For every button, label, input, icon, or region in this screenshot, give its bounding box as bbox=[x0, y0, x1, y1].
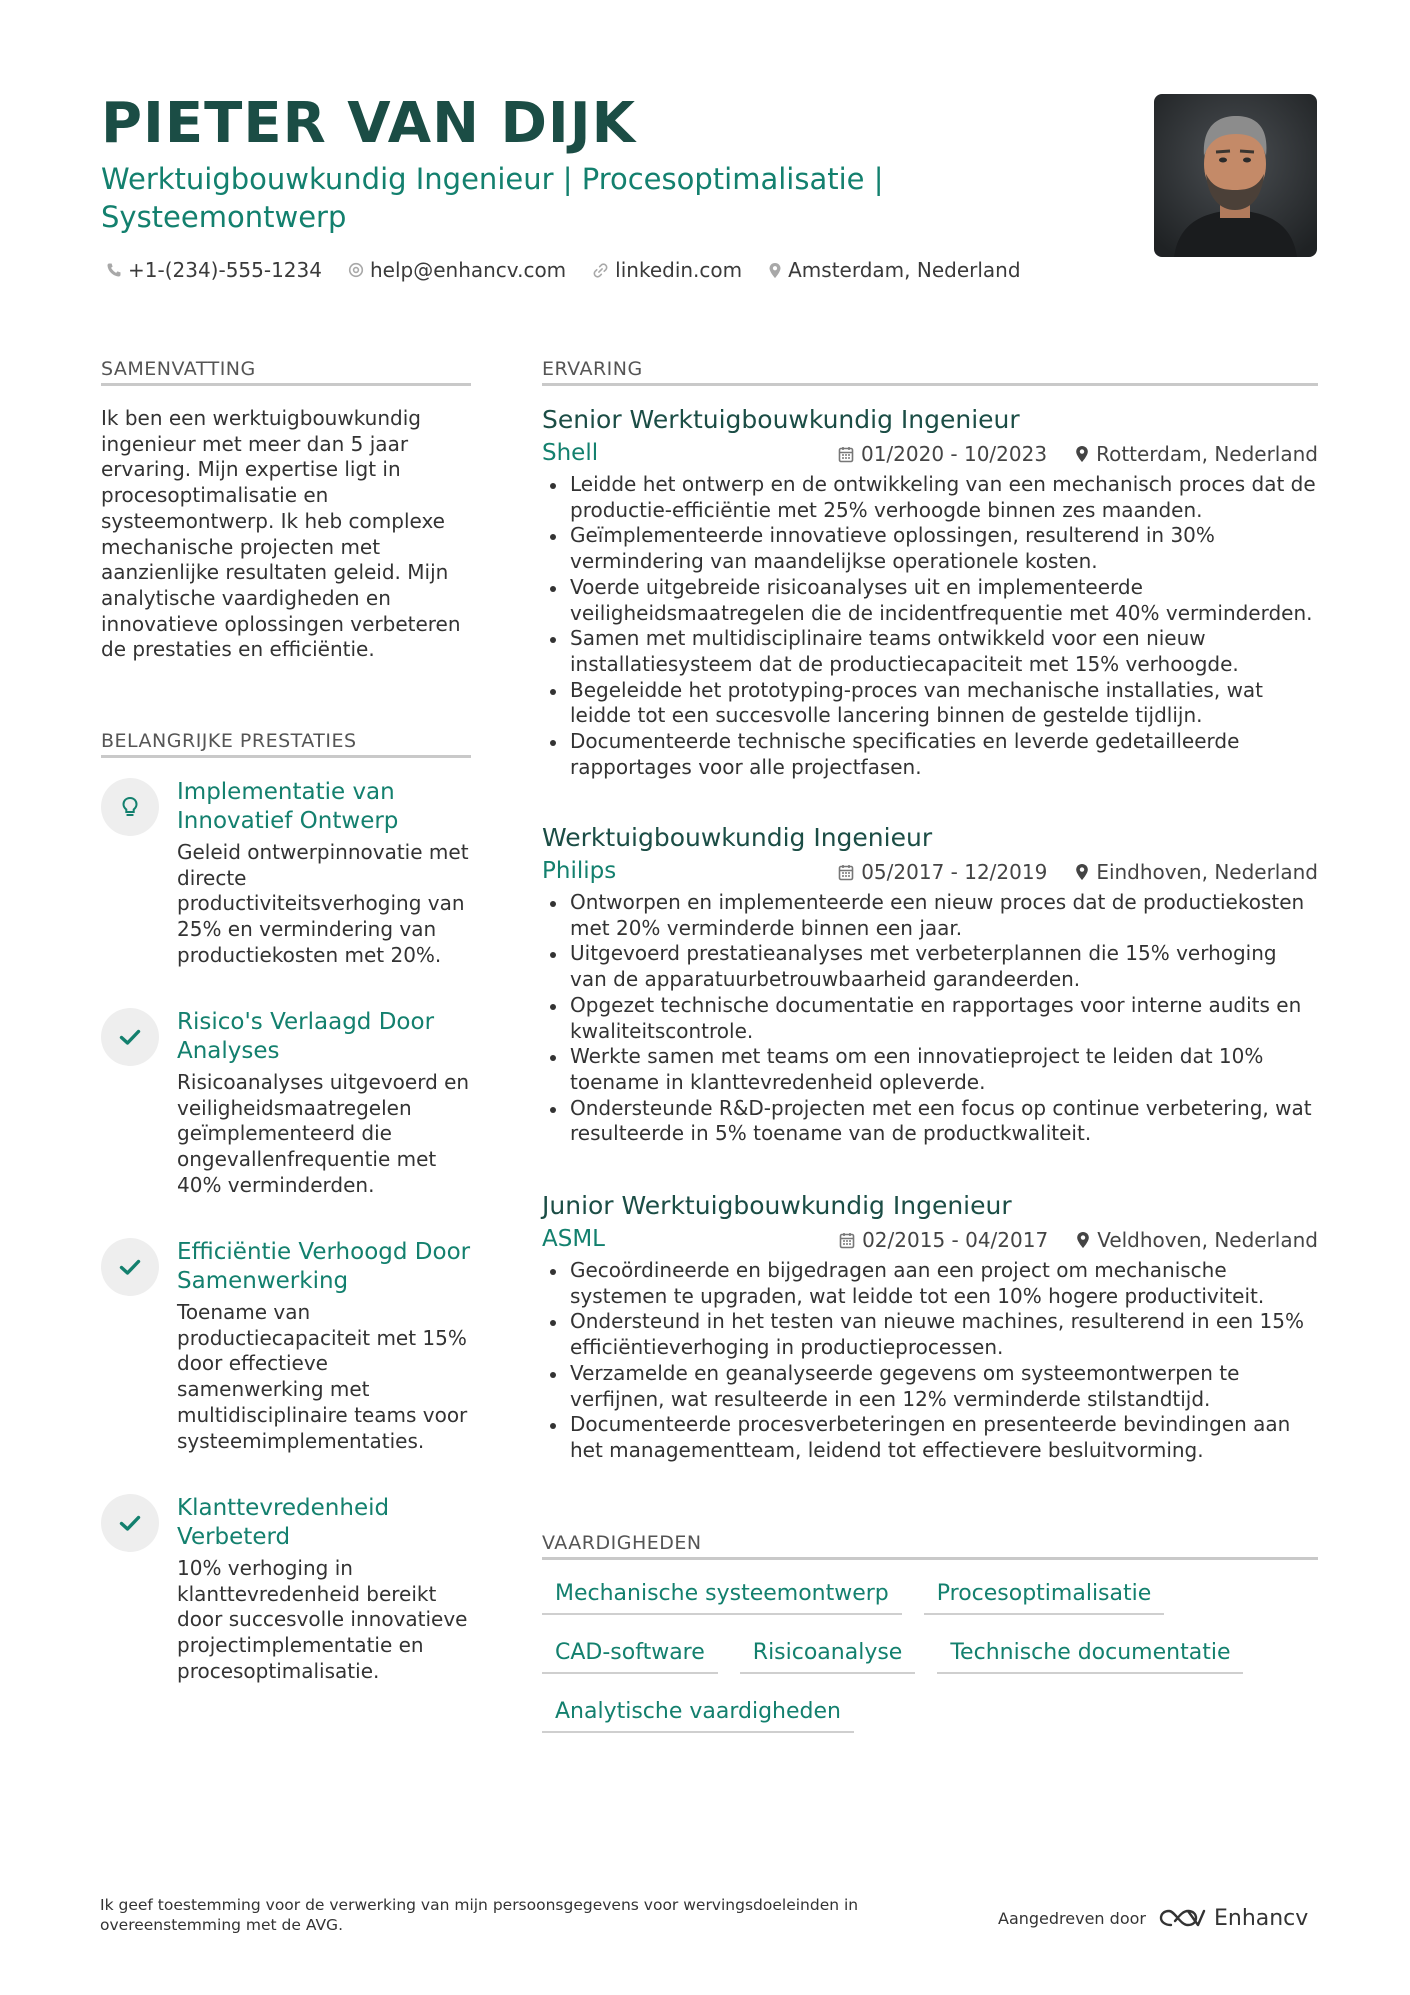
job-dates: 01/2020 - 10/2023 bbox=[860, 442, 1048, 466]
enhancv-logo-icon bbox=[1158, 1905, 1206, 1931]
skills-list bbox=[542, 1577, 1318, 1754]
profile-photo bbox=[1154, 94, 1317, 257]
achievement-desc: 10% verhoging in klanttevredenheid bereikt door succesvolle innovatieve projectimplementatie en procesoptimalisatie. bbox=[177, 1556, 468, 1683]
achievement-title: Efficiëntie Verhoogd Door Samenwerking bbox=[177, 1239, 471, 1294]
powered-by-label: Aangedreven door bbox=[998, 1908, 1146, 1928]
job-location: Eindhoven, Nederland bbox=[1096, 860, 1318, 884]
list-item: Begeleidde het prototyping-proces van mechanische installaties, wat leidde tot een succesvolle lancering binnen de gestelde tijdlijn. bbox=[542, 678, 1318, 729]
phone-text: +1-(234)-555-1234 bbox=[128, 258, 322, 282]
list-item: Geïmplementeerde innovatieve oplossingen, resulterend in 30% vermindering van maandelijkse operationele kosten. bbox=[542, 523, 1318, 574]
experience-section-title: ERVARING bbox=[542, 358, 1318, 386]
job-bullets bbox=[542, 472, 1318, 780]
contact-bar bbox=[106, 258, 1047, 282]
location-pin-icon bbox=[1075, 445, 1089, 463]
achievement-title: Klanttevredenheid Verbeterd bbox=[177, 1495, 390, 1550]
job-entry bbox=[542, 404, 1318, 780]
check-icon bbox=[119, 1258, 141, 1276]
job-title: Junior Werktuigbouwkundig Ingenieur bbox=[542, 1191, 1012, 1220]
job-title: Werktuigbouwkundig Ingenieur bbox=[542, 823, 933, 852]
candidate-name: PIETER VAN DIJK bbox=[101, 91, 636, 156]
contact-location bbox=[768, 258, 1020, 282]
job-company: ASML bbox=[542, 1226, 605, 1252]
brand-name: Enhancv bbox=[1213, 1905, 1309, 1931]
calendar-icon bbox=[838, 864, 854, 881]
list-item: Ontworpen en implementeerde een nieuw proces dat de productiekosten met 20% verminderde binnen een jaar. bbox=[542, 890, 1318, 941]
skills-section-title: VAARDIGHEDEN bbox=[542, 1532, 1318, 1560]
list-item: Documenteerde procesverbeteringen en presenteerde bevindingen aan het managementteam, leidend tot effectievere besluitvorming. bbox=[542, 1412, 1318, 1463]
list-item: Documenteerde technische specificaties en leverde gedetailleerde rapportages voor alle projectfasen. bbox=[542, 729, 1318, 780]
check-icon bbox=[119, 1514, 141, 1532]
list-item: Samen met multidisciplinaire teams ontwikkeld voor een nieuw installatiesysteem dat de productiecapaciteit met 15% verhoogde. bbox=[542, 626, 1318, 677]
contact-email[interactable] bbox=[348, 258, 566, 282]
skill-tag: Mechanische systeemontwerp bbox=[542, 1577, 902, 1615]
list-item: Voerde uitgebreide risicoanalyses uit en implementeerde veiligheidsmaatregelen die de incidentfrequentie met 40% verminderden. bbox=[542, 575, 1318, 626]
job-location: Rotterdam, Nederland bbox=[1096, 442, 1318, 466]
contact-phone[interactable] bbox=[106, 258, 322, 282]
location-pin-icon bbox=[768, 262, 782, 279]
check-icon bbox=[119, 1028, 141, 1046]
summary-text: Ik ben een werktuigbouwkundig ingenieur met meer dan 5 jaar ervaring. Mijn expertise ligt in procesoptimalisatie en systeemontwerp. Ik heb complexe mechanische projecten met aanzienlijke resultaten geleid. Mijn analytische vaardigheden en innovatieve oplossingen verbeteren de prestaties en efficiëntie. bbox=[101, 406, 461, 662]
list-item: Verzamelde en geanalyseerde gegevens om systeemontwerpen te verfijnen, wat resulteerde in een 12% verminderde stilstandtijd. bbox=[542, 1361, 1318, 1412]
achievement-desc: Toename van productiecapaciteit met 15% door effectieve samenwerking met multidisciplinaire teams voor systeemimplementaties. bbox=[177, 1300, 468, 1453]
consent-note: Ik geef toestemming voor de verwerking van mijn persoonsgegevens voor wervingsdoeleinden in overeenstemming met de AVG. bbox=[100, 1896, 859, 1934]
list-item: Uitgevoerd prestatieanalyses met verbeterplannen die 15% verhoging van de apparatuurbetrouwbaarheid garandeerden. bbox=[542, 941, 1318, 992]
location-text: Amsterdam, Nederland bbox=[788, 258, 1021, 282]
job-location: Veldhoven, Nederland bbox=[1097, 1228, 1318, 1252]
job-bullets bbox=[542, 1258, 1318, 1464]
skill-tag: Analytische vaardigheden bbox=[542, 1695, 854, 1733]
list-item: Gecoördineerde en bijgedragen aan een project om mechanische systemen te upgraden, wat leidde tot een 10% hogere productiviteit. bbox=[542, 1258, 1318, 1309]
candidate-headline: Werktuigbouwkundig Ingenieur | Procesoptimalisatie | Systeemontwerp bbox=[101, 162, 884, 234]
contact-linkedin[interactable] bbox=[592, 258, 742, 282]
email-text: help@enhancv.com bbox=[369, 258, 567, 282]
list-item: Werkte samen met teams om een innovatieproject te leiden dat 10% toename in klanttevredenheid opleverde. bbox=[542, 1044, 1318, 1095]
achievement-desc: Geleid ontwerpinnovatie met directe productiviteitsverhoging van 25% en vermindering van productiekosten met 20%. bbox=[177, 840, 469, 967]
list-item: Leidde het ontwerp en de ontwikkeling van een mechanisch proces dat de productie-efficiëntie met 25% verhoogde binnen zes maanden. bbox=[542, 472, 1318, 523]
linkedin-text: linkedin.com bbox=[615, 258, 743, 282]
job-company: Shell bbox=[542, 440, 599, 466]
list-item: Ondersteunde R&D-projecten met een focus op continue verbetering, wat resulteerde in 5% toename van de productkwaliteit. bbox=[542, 1096, 1318, 1147]
job-bullets bbox=[542, 890, 1318, 1147]
achievement-title: Implementatie van Innovatief Ontwerp bbox=[177, 779, 399, 834]
achievement-title: Risico's Verlaagd Door Analyses bbox=[177, 1009, 435, 1064]
job-title: Senior Werktuigbouwkundig Ingenieur bbox=[542, 405, 1020, 434]
job-dates: 02/2015 - 04/2017 bbox=[862, 1228, 1049, 1252]
calendar-icon bbox=[838, 446, 854, 463]
skill-tag: Risicoanalyse bbox=[740, 1636, 916, 1674]
skill-tag: Technische documentatie bbox=[937, 1636, 1243, 1674]
location-pin-icon bbox=[1075, 863, 1089, 881]
list-item: Opgezet technische documentatie en rapportages voor interne audits en kwaliteitscontrole. bbox=[542, 993, 1318, 1044]
at-icon bbox=[348, 262, 364, 278]
skill-tag: Procesoptimalisatie bbox=[924, 1577, 1165, 1615]
powered-by[interactable] bbox=[998, 1905, 1308, 1931]
achievements-section-title: BELANGRIJKE PRESTATIES bbox=[101, 730, 471, 758]
list-item: Ondersteund in het testen van nieuwe machines, resulterend in een 15% efficiëntieverhoging in productieprocessen. bbox=[542, 1309, 1318, 1360]
job-entry bbox=[542, 1190, 1318, 1464]
phone-icon bbox=[106, 262, 122, 278]
achievement-desc: Risicoanalyses uitgevoerd en veiligheidsmaatregelen geïmplementeerd die ongevallenfrequentie met 40% verminderden. bbox=[177, 1070, 470, 1197]
job-dates: 05/2017 - 12/2019 bbox=[861, 860, 1048, 884]
location-pin-icon bbox=[1076, 1231, 1090, 1249]
lightbulb-icon bbox=[121, 796, 139, 818]
brand-logo bbox=[1158, 1905, 1308, 1931]
link-icon bbox=[592, 262, 609, 279]
job-company: Philips bbox=[542, 858, 617, 884]
skill-tag: CAD-software bbox=[542, 1636, 718, 1674]
job-entry bbox=[542, 822, 1318, 1147]
calendar-icon bbox=[839, 1232, 855, 1249]
summary-section-title: SAMENVATTING bbox=[101, 358, 471, 386]
